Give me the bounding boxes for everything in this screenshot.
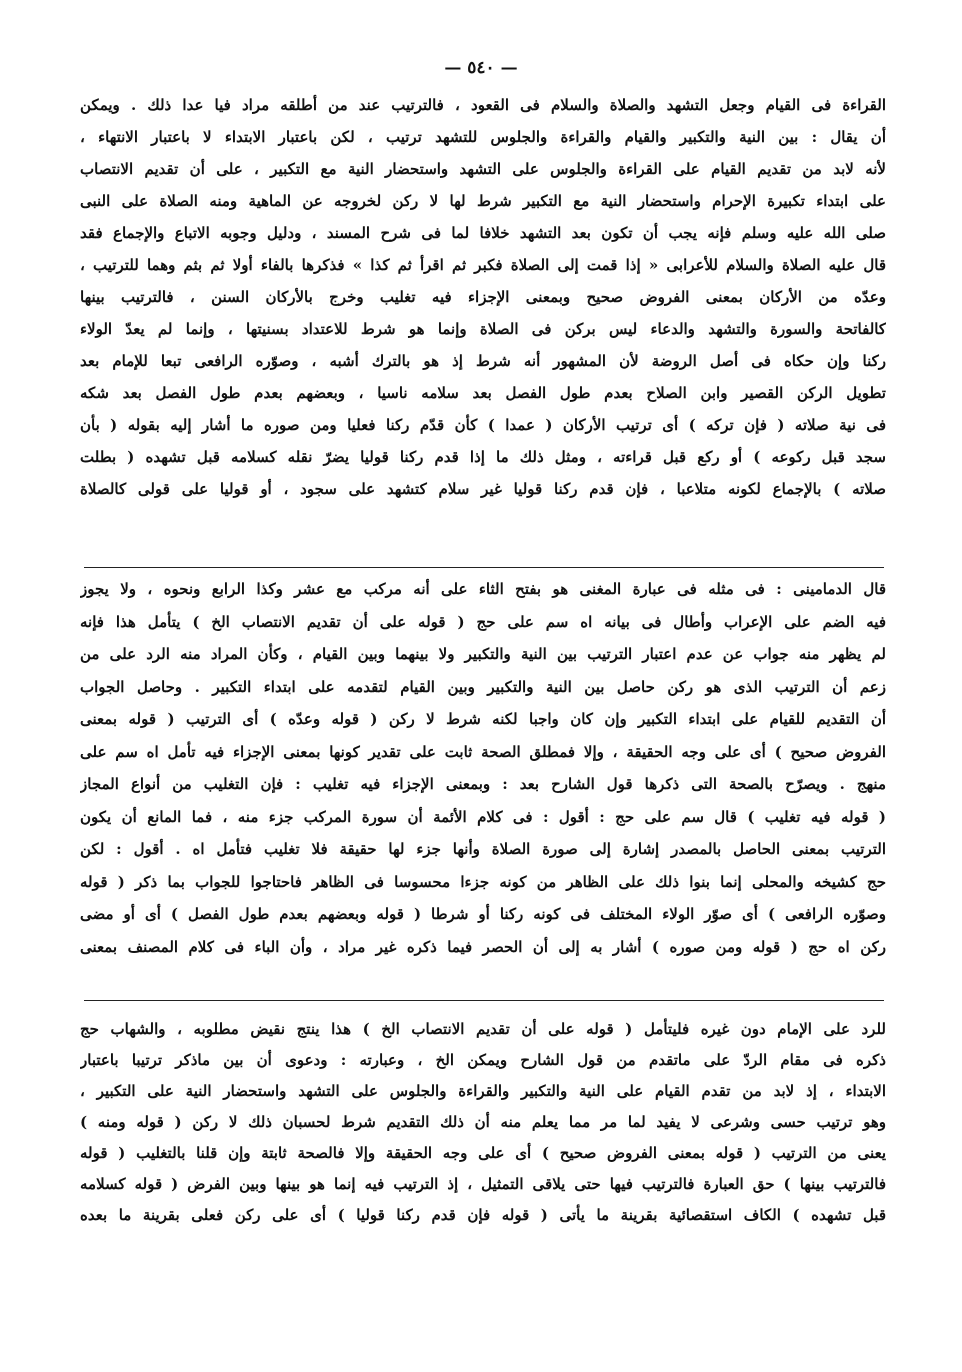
sub-commentary-block — [80, 1014, 886, 1231]
page-number: — ٥٤٠ — — [444, 58, 518, 78]
sub-commentary-line: قبل تشهده ) الكاف استقصائية بقرينة ما يأتى ( قوله فإن قدم ركنا قوليا ) أى على ركن فعلى بقرينة ما بعده — [80, 1206, 886, 1224]
main-text-line: لأنه لابد من تقديم القيام على القراءة والجلوس على التشهد واستحضار النية مع التكبير ، على أن تقديم الانتصاب — [80, 160, 886, 178]
sub-commentary-line: ذكره فى مقام الردّ على ماتقدم من قول الشارح ويمكن الخ ، وعبارته : ودعوى أن بين ماذكر ترتيبا باعتبار — [80, 1051, 886, 1069]
main-text-block — [80, 89, 886, 505]
commentary-line: أن التقديم للقيام على ابتداء التكبير وإن كان واجبا لكنه شرط لا ركن ( قوله وعدّه ) أى الترتيب ( قوله بمعنى — [80, 710, 886, 728]
commentary-line: ركن اه حج ( قوله ومن صوره ) أشار به إلى أن الحصر فيما ذكره غير مراد ، وأن الباء فى كلام المصنف بمعنى — [80, 937, 886, 956]
main-text-line: تطويل الركن القصير وابن الصلاح بعدم طول الفصل بعد سلامه ناسيا ، وبعضهم بعدم طول الفصل بعد شكه — [80, 384, 886, 402]
commentary-line: حج كشيخه والمحلى إنما بنوا ذلك على الظاهر من كونه جزءا محسوسا فى الظاهر فاحتاجوا للجواب بما ذكر ( قوله — [80, 872, 886, 891]
sub-commentary-line: وهو ترتيب حسى وشرعى لا يفيد لما مر مما يعلم منه أن ذلك التقديم شرط لحسبان ذلك لا ركن ( قوله ومنه ) — [80, 1113, 886, 1131]
commentary-line: فيه الضم على الإعراب وأطال فى بيانه اه سم على حج ( قوله على أن تقديم الانتصاب الخ ) يتأمل هذا فإنه — [80, 612, 886, 631]
commentary-line: زعم أن الترتيب الذى هو ركن حاصل بين النية والتكبير وبين القيام لتقدمه على ابتداء التكبير . وحاصل الجواب — [80, 677, 886, 696]
commentary-line: وصوّره الرافعى ) أى صوّر الولاء المختلف فى كونه ركنا أو شرطا ( قوله وبعضهم بعدم طول الفصل ) أى أو مضى — [80, 905, 886, 923]
main-text-line: صلاته ) بالإجماع لكونه متلاعبا ، فإن قدم ركنا قوليا غير سلام كتشهد على سجود ، أو قوليا على قولى كالصلاة — [80, 480, 886, 498]
main-text-line: وعدّه من الأركان بمعنى الفروض صحيح وبمعنى الإجزاء فيه تغليب وخرج بالأركان السنن ، فالترتيب بينها — [80, 288, 886, 306]
sub-commentary-line: يعنى من الترتيب ( قوله بمعنى الفروض صحيح ) أى على وجه الحقيقة وإلا فالصحة ثابتة وإن قلنا بالتغليب ( قوله — [80, 1144, 886, 1162]
main-text-line: كالفاتحة والسورة والتشهد والدعاء ليس بركن فى الصلاة وإنما هو شرط للاعتداد بسنيتها ، وإنما لم يعدّ الولاء — [80, 320, 886, 338]
commentary-line: منهج . ويصرّح بالصحة التى ذكرها قول الشارح بعد : وبمعنى الإجزاء فيه تغليب : فإن التغليب من أنواع المجاز — [80, 775, 886, 793]
main-text-line: صلى الله عليه وسلم فإنه يجب أن تكون بعد التشهد خلافا لما فى شرح المسند ، ودليل وجوبه الاتباع والإجماع فقد — [80, 224, 886, 242]
main-text-line: على ابتداء تكبيرة الإحرام واستحضار النية مع التكبير شرط لها لا ركن لخروجه عن الماهية ومنه الصلاة على النبى — [80, 192, 886, 210]
main-text-line: القراءة فى القيام وجعل التشهد والصلاة والسلام فى القعود ، فالترتيب عند من أطلقه مراد فيا عدا ذلك . ويمكن — [80, 96, 886, 114]
main-text-line: فى نية صلاته ( فإن تركه ) أى ترتيب الأركان ( عمدا ) كأن قدّم ركنا فعليا ومن صوره ما أشار إليه بقوله ( بأن — [80, 416, 886, 434]
commentary-line: لم يظهر منه جواب عن عدم اعتبار الترتيب بين النية والتكبير ولا بينهما وبين القيام ، وكأن المراد منه الرد على من — [80, 645, 886, 663]
section-divider — [84, 1000, 884, 1001]
commentary-line: الترتيب بمعنى الحاصل بالمصدر إشارة إلى صورة الصلاة وأنها جزء لها حقيقة فلا تغليب فتأمل اه . أقول : لكن — [80, 840, 886, 858]
main-text-line: قال عليه الصلاة والسلام للأعرابى « إذا قمت إلى الصلاة فكبر ثم اقرأ ثم كذا » فذكرها بالفاء أولا ثم بثم وهما للترتيب ، — [80, 256, 886, 274]
commentary-line: الفروض صحيح ) أى على وجه الحقيقة ، وإلا فمطلق الصحة ثابت على تقدير كونها بمعنى الإجزاء فيه تأمل اه سم على — [80, 742, 886, 761]
main-text-line: ركنا وإن حكاه فى أصل الروضة لأن المشهور أنه شرط إذ هو بالترك أشبه ، وصوّره الرافعى تبعا للإمام بعد — [80, 352, 886, 370]
commentary-line: ( قوله فيه تغليب ) قال سم على حج : أقول : فى كلام الأئمة أن سورة المركب جزء منه ، فما المانع أن يكون — [80, 807, 886, 826]
main-text-line: أن يقال : بين النية والتكبير والقيام والقراءة والجلوس للتشهد ترتيب ، لكن باعتبار الابتداء لا باعتبار الانتهاء ، — [80, 128, 886, 146]
sub-commentary-line: فالترتيب بينها ) حق العبارة فالترتيب فيها حتى يلاقى التمثيل ، إذ الترتيب فيه إنما هو بينها وبين الفرض ( قوله كسلامه — [80, 1175, 886, 1193]
commentary-line: قال الدمامينى : فى مثله فى عبارة المغنى هو بفتح الثاء على أنه مركب مع عشر وكذا الرابع ونحوه ، ولا يجوز — [80, 580, 886, 598]
main-text-line: سجد قبل ركوعه ) أو ركع قبل قراءته ، ومثل ذلك ما إذا قدم ركنا قوليا يضرّ نقله كسلامه قبل تشهده ( بطلت — [80, 448, 886, 466]
sub-commentary-line: للرد على الإمام دون غيره فليتأمل ( قوله على أن تقديم الانتصاب الخ ) هذا ينتج نقيض مطلوبه ، والشهاب حج — [80, 1020, 886, 1038]
sub-commentary-line: الابتداء ، إذ لابد من تقدم القيام على النية والتكبير والقراءة والجلوس على التشهد واستحضار النية على التكبير ، — [80, 1082, 886, 1100]
commentary-block — [80, 573, 886, 963]
section-divider — [84, 567, 884, 568]
